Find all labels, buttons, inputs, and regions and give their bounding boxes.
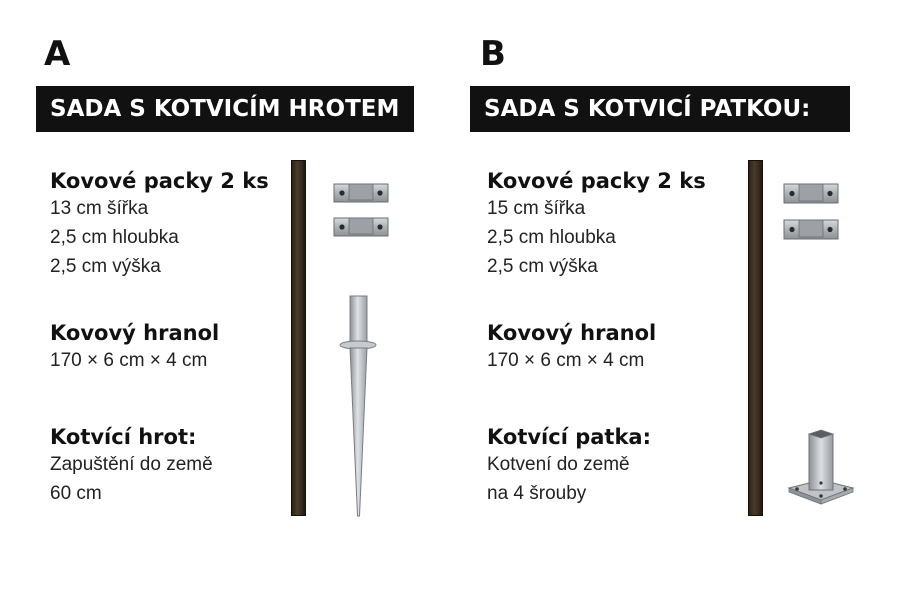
spec-line: 2,5 cm hloubka (50, 227, 179, 248)
spec-line: 15 cm šířka (487, 198, 586, 219)
set-a-brackets-spec (50, 168, 269, 281)
spec-line: 170 × 6 cm × 4 cm (487, 350, 645, 371)
set-a-post-spec (50, 320, 219, 375)
spec-line: na 4 šrouby (487, 483, 587, 504)
anchor-heading: Kotvící patka: (487, 425, 651, 449)
set-b-post-spec (487, 320, 656, 375)
set-b-brackets-spec (487, 168, 706, 281)
spec-line: 2,5 cm hloubka (487, 227, 616, 248)
wooden-post-image (748, 160, 763, 516)
spec-line: Zapuštění do země (50, 454, 213, 475)
spec-line: 2,5 cm výška (487, 256, 598, 277)
set-b-anchor-spec (487, 424, 651, 508)
spec-line: 13 cm šířka (50, 198, 149, 219)
set-b-letter: B (480, 34, 506, 74)
anchor-base-plate-image (785, 430, 857, 506)
spec-line: 170 × 6 cm × 4 cm (50, 350, 208, 371)
set-a-title: SADA S KOTVICÍM HROTEM (36, 86, 414, 132)
spec-line: Kotvení do země (487, 454, 630, 475)
wooden-post-image (291, 160, 306, 516)
spec-line: 2,5 cm výška (50, 256, 161, 277)
post-heading: Kovový hranol (50, 321, 220, 345)
spec-line: 60 cm (50, 483, 102, 504)
set-a-letter: A (44, 34, 71, 74)
post-heading: Kovový hranol (487, 321, 657, 345)
metal-brackets-image (333, 182, 389, 240)
set-b-panel (450, 0, 900, 600)
brackets-heading: Kovové packy 2 ks (487, 169, 706, 193)
brackets-heading: Kovové packy 2 ks (50, 169, 269, 193)
set-a-anchor-spec (50, 424, 213, 508)
anchor-heading: Kotvící hrot: (50, 425, 197, 449)
metal-brackets-image (783, 182, 839, 242)
ground-spike-image (338, 296, 378, 518)
set-b-title: SADA S KOTVICÍ PATKOU: (470, 86, 850, 132)
